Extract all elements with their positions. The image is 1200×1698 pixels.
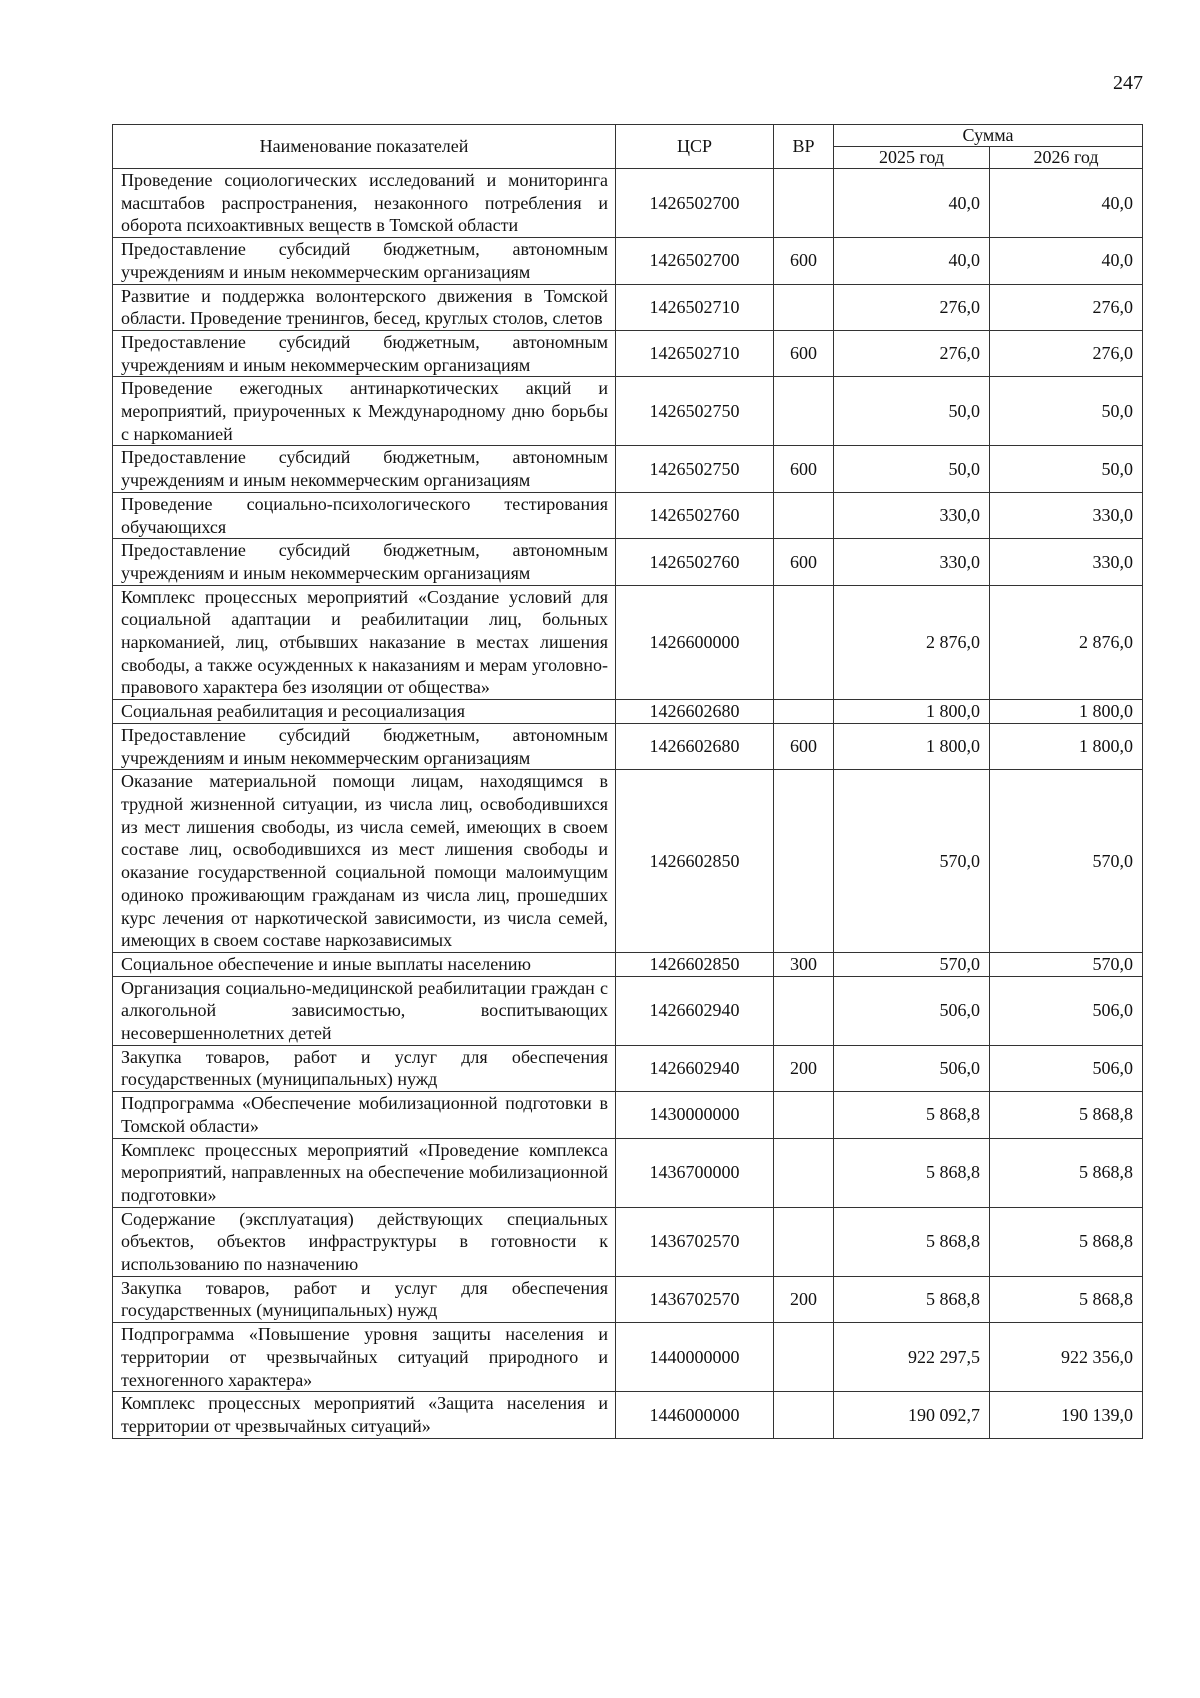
row-2026-cell: 40,0	[990, 238, 1143, 284]
row-2025-cell: 5 868,8	[834, 1092, 990, 1138]
header-year-2026: 2026 год	[990, 147, 1143, 169]
row-vr-cell: 300	[774, 952, 834, 976]
row-2026-cell: 50,0	[990, 446, 1143, 492]
row-2025-cell: 276,0	[834, 330, 990, 376]
row-name-cell: Подпрограмма «Повышение уровня защиты населения и территории от чрезвычайных ситуаций природного и техногенного характера»	[113, 1323, 616, 1392]
row-2025-cell: 506,0	[834, 1045, 990, 1091]
header-vr: ВР	[774, 125, 834, 169]
table-row	[113, 1045, 1143, 1091]
row-2025-cell: 5 868,8	[834, 1276, 990, 1322]
table-row	[113, 1207, 1143, 1276]
row-2025-cell: 1 800,0	[834, 723, 990, 769]
row-2026-cell: 570,0	[990, 952, 1143, 976]
row-name-cell: Социальная реабилитация и ресоциализация	[113, 700, 616, 724]
row-2026-cell: 1 800,0	[990, 700, 1143, 724]
budget-table	[112, 124, 1143, 1439]
row-vr-cell: 200	[774, 1045, 834, 1091]
header-csr: ЦСР	[616, 125, 774, 169]
row-vr-cell	[774, 284, 834, 330]
row-name-cell: Предоставление субсидий бюджетным, автономным учреждениям и иным некоммерческим организациям	[113, 238, 616, 284]
row-2025-cell: 5 868,8	[834, 1207, 990, 1276]
header-sum: Сумма	[834, 125, 1143, 147]
row-name-cell: Комплекс процессных мероприятий «Проведение комплекса мероприятий, направленных на обеспечение мобилизационной подготовки»	[113, 1138, 616, 1207]
row-name-cell: Проведение социально-психологического тестирования обучающихся	[113, 492, 616, 538]
table-row	[113, 492, 1143, 538]
row-name-cell: Оказание материальной помощи лицам, находящимся в трудной жизненной ситуации, из числа лиц, освободившихся из мест лишения свободы, из числа семей, имеющих в своем составе лиц, освободившихся из мест лишения свободы и оказание государственной социальной помощи малоимущим одиноко проживающим гражданам из числа лиц, прошедших курс лечения от наркотической зависимости, из числа семей, имеющих в своем составе наркозависимых	[113, 770, 616, 953]
row-name-cell: Закупка товаров, работ и услуг для обеспечения государственных (муниципальных) нужд	[113, 1045, 616, 1091]
row-csr-cell: 1426602850	[616, 952, 774, 976]
row-2025-cell: 570,0	[834, 770, 990, 953]
row-csr-cell: 1426502700	[616, 238, 774, 284]
table-row	[113, 377, 1143, 446]
row-name-cell: Содержание (эксплуатация) действующих специальных объектов, объектов инфраструктуры в готовности к использованию по назначению	[113, 1207, 616, 1276]
row-csr-cell: 1430000000	[616, 1092, 774, 1138]
row-vr-cell: 200	[774, 1276, 834, 1322]
row-vr-cell	[774, 492, 834, 538]
row-name-cell: Комплекс процессных мероприятий «Защита населения и территории от чрезвычайных ситуаций»	[113, 1392, 616, 1438]
page-number: 247	[1113, 72, 1143, 94]
table-body	[113, 169, 1143, 1439]
row-2025-cell: 50,0	[834, 377, 990, 446]
table-row	[113, 1323, 1143, 1392]
table-row	[113, 723, 1143, 769]
row-name-cell: Организация социально-медицинской реабилитации граждан с алкогольной зависимостью, воспитывающих несовершеннолетних детей	[113, 976, 616, 1045]
row-2026-cell: 40,0	[990, 169, 1143, 238]
table-row	[113, 284, 1143, 330]
table-row	[113, 976, 1143, 1045]
row-name-cell: Подпрограмма «Обеспечение мобилизационной подготовки в Томской области»	[113, 1092, 616, 1138]
row-name-cell: Комплекс процессных мероприятий «Создание условий для социальной адаптации и реабилитации лиц, больных наркоманией, лиц, отбывших наказание в местах лишения свободы, а также осужденных к наказаниям и мерам уголовно-правового характера без изоляции от общества»	[113, 585, 616, 700]
row-csr-cell: 1426502750	[616, 446, 774, 492]
table-row	[113, 952, 1143, 976]
row-2026-cell: 5 868,8	[990, 1207, 1143, 1276]
row-vr-cell	[774, 585, 834, 700]
row-2025-cell: 330,0	[834, 539, 990, 585]
row-csr-cell: 1426602850	[616, 770, 774, 953]
row-2026-cell: 506,0	[990, 976, 1143, 1045]
row-csr-cell: 1426502710	[616, 284, 774, 330]
table-row	[113, 169, 1143, 238]
row-2025-cell: 50,0	[834, 446, 990, 492]
table-row	[113, 1276, 1143, 1322]
row-2025-cell: 40,0	[834, 238, 990, 284]
row-2026-cell: 2 876,0	[990, 585, 1143, 700]
header-year-2025: 2025 год	[834, 147, 990, 169]
row-2025-cell: 506,0	[834, 976, 990, 1045]
row-2025-cell: 330,0	[834, 492, 990, 538]
table-row	[113, 446, 1143, 492]
row-vr-cell	[774, 1092, 834, 1138]
row-csr-cell: 1426602680	[616, 723, 774, 769]
row-2025-cell: 190 092,7	[834, 1392, 990, 1438]
header-name: Наименование показателей	[113, 125, 616, 169]
row-2026-cell: 570,0	[990, 770, 1143, 953]
row-2026-cell: 1 800,0	[990, 723, 1143, 769]
row-vr-cell	[774, 1138, 834, 1207]
row-name-cell: Проведение ежегодных антинаркотических акций и мероприятий, приуроченных к Международному дню борьбы с наркоманией	[113, 377, 616, 446]
row-name-cell: Проведение социологических исследований и мониторинга масштабов распространения, незаконного потребления и оборота психоактивных веществ в Томской области	[113, 169, 616, 238]
row-name-cell: Социальное обеспечение и иные выплаты населению	[113, 952, 616, 976]
row-name-cell: Закупка товаров, работ и услуг для обеспечения государственных (муниципальных) нужд	[113, 1276, 616, 1322]
row-csr-cell: 1436700000	[616, 1138, 774, 1207]
row-2026-cell: 5 868,8	[990, 1138, 1143, 1207]
row-csr-cell: 1436702570	[616, 1276, 774, 1322]
table-row	[113, 238, 1143, 284]
row-csr-cell: 1426502760	[616, 539, 774, 585]
table-row	[113, 1392, 1143, 1438]
table-header	[113, 125, 1143, 169]
row-vr-cell: 600	[774, 330, 834, 376]
row-2026-cell: 506,0	[990, 1045, 1143, 1091]
row-2025-cell: 1 800,0	[834, 700, 990, 724]
row-2025-cell: 922 297,5	[834, 1323, 990, 1392]
row-csr-cell: 1426502700	[616, 169, 774, 238]
row-2026-cell: 276,0	[990, 284, 1143, 330]
row-vr-cell	[774, 169, 834, 238]
row-2026-cell: 330,0	[990, 492, 1143, 538]
row-csr-cell: 1436702570	[616, 1207, 774, 1276]
row-2025-cell: 570,0	[834, 952, 990, 976]
row-2026-cell: 330,0	[990, 539, 1143, 585]
row-2026-cell: 922 356,0	[990, 1323, 1143, 1392]
row-2025-cell: 40,0	[834, 169, 990, 238]
row-name-cell: Предоставление субсидий бюджетным, автономным учреждениям и иным некоммерческим организациям	[113, 539, 616, 585]
row-vr-cell	[774, 700, 834, 724]
row-name-cell: Развитие и поддержка волонтерского движения в Томской области. Проведение тренингов, бесед, круглых столов, слетов	[113, 284, 616, 330]
row-2025-cell: 5 868,8	[834, 1138, 990, 1207]
row-vr-cell: 600	[774, 723, 834, 769]
table-row	[113, 700, 1143, 724]
table-row	[113, 770, 1143, 953]
row-2026-cell: 190 139,0	[990, 1392, 1143, 1438]
table-row	[113, 1138, 1143, 1207]
row-csr-cell: 1440000000	[616, 1323, 774, 1392]
row-vr-cell	[774, 377, 834, 446]
row-vr-cell: 600	[774, 539, 834, 585]
row-vr-cell	[774, 1207, 834, 1276]
row-csr-cell: 1426602940	[616, 976, 774, 1045]
row-2025-cell: 276,0	[834, 284, 990, 330]
row-2026-cell: 50,0	[990, 377, 1143, 446]
row-vr-cell	[774, 1392, 834, 1438]
row-2026-cell: 5 868,8	[990, 1276, 1143, 1322]
row-name-cell: Предоставление субсидий бюджетным, автономным учреждениям и иным некоммерческим организациям	[113, 446, 616, 492]
row-vr-cell: 600	[774, 238, 834, 284]
row-csr-cell: 1426602940	[616, 1045, 774, 1091]
row-csr-cell: 1426502750	[616, 377, 774, 446]
row-2026-cell: 276,0	[990, 330, 1143, 376]
row-2025-cell: 2 876,0	[834, 585, 990, 700]
row-name-cell: Предоставление субсидий бюджетным, автономным учреждениям и иным некоммерческим организациям	[113, 723, 616, 769]
row-vr-cell	[774, 1323, 834, 1392]
row-2026-cell: 5 868,8	[990, 1092, 1143, 1138]
row-name-cell: Предоставление субсидий бюджетным, автономным учреждениям и иным некоммерческим организациям	[113, 330, 616, 376]
row-csr-cell: 1426502760	[616, 492, 774, 538]
row-vr-cell: 600	[774, 446, 834, 492]
row-csr-cell: 1446000000	[616, 1392, 774, 1438]
row-csr-cell: 1426600000	[616, 585, 774, 700]
table-row	[113, 1092, 1143, 1138]
table-row	[113, 539, 1143, 585]
table-row	[113, 585, 1143, 700]
row-vr-cell	[774, 770, 834, 953]
table-row	[113, 330, 1143, 376]
row-csr-cell: 1426502710	[616, 330, 774, 376]
row-vr-cell	[774, 976, 834, 1045]
row-csr-cell: 1426602680	[616, 700, 774, 724]
